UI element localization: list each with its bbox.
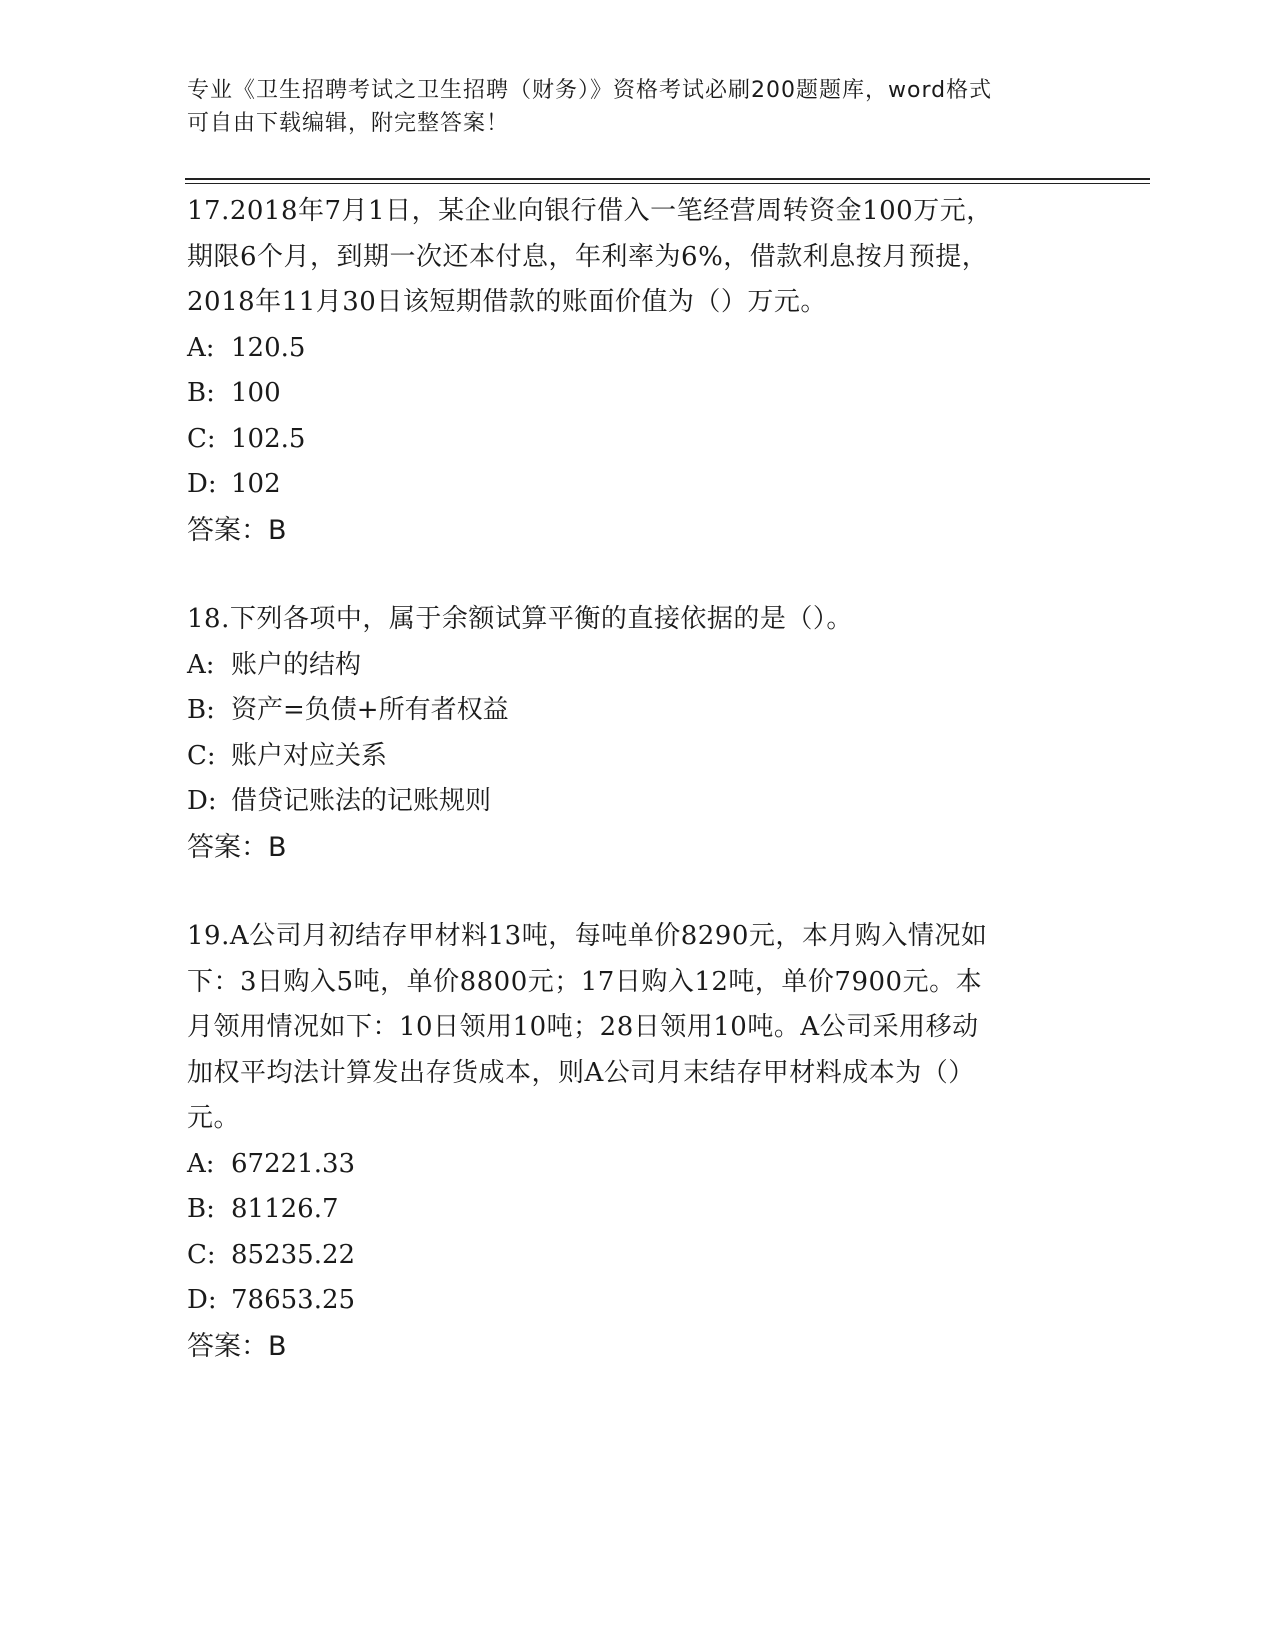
header-divider-thin: [185, 183, 1150, 184]
option-text: 81126.7: [231, 1194, 339, 1224]
document-header: [187, 74, 1067, 140]
option-letter: B:: [187, 1194, 215, 1224]
question-text-line: 2018年11月30日该短期借款的账面价值为（）万元。: [187, 287, 827, 317]
header-line-2: 可自由下载编辑，附完整答案！: [187, 111, 510, 136]
question-text-line: 17.2018年7月1日，某企业向银行借入一笔经营周转资金100万元，: [187, 196, 993, 226]
question-text-line: 18.下列各项中，属于余额试算平衡的直接依据的是（）。: [187, 604, 853, 634]
option-text: 78653.25: [231, 1285, 356, 1315]
option-b: [187, 371, 1087, 417]
option-letter: C:: [187, 740, 216, 771]
question-text-line: 19.A公司月初结存甲材料13吨，每吨单价8290元，本月购入情况如: [187, 921, 988, 951]
question-text-line: 月领用情况如下：10日领用10吨；28日领用10吨。A公司采用移动: [187, 1012, 979, 1042]
option-letter: C:: [187, 1239, 216, 1270]
option-text: 账户的结构: [231, 649, 362, 680]
option-a: [187, 1142, 1087, 1188]
option-c: [187, 417, 1087, 463]
option-text: 102: [231, 469, 281, 499]
option-letter: B:: [187, 695, 215, 725]
question-17: [187, 189, 1087, 553]
question-text-line: 元。: [187, 1103, 241, 1133]
header-divider-thick: [185, 178, 1150, 180]
answer-line: 答案：B: [187, 514, 287, 546]
option-letter: B:: [187, 378, 215, 408]
question-text-line: 加权平均法计算发出存货成本，则A公司月末结存甲材料成本为（）: [187, 1057, 975, 1088]
option-c: [187, 734, 1087, 780]
option-letter: A:: [187, 332, 215, 363]
option-b: [187, 688, 1087, 734]
option-d: [187, 1278, 1087, 1324]
option-d: [187, 779, 1087, 825]
option-c: [187, 1233, 1087, 1279]
question-19: [187, 914, 1087, 1369]
answer-line: 答案：B: [187, 1330, 287, 1362]
option-text: 85235.22: [231, 1239, 356, 1270]
question-18: [187, 597, 1087, 870]
question-text-line: 下：3日购入5吨，单价8800元；17日购入12吨，单价7900元。本: [187, 966, 983, 997]
option-text: 100: [231, 378, 281, 408]
option-text: 120.5: [231, 332, 306, 363]
option-text: 资产=负债+所有者权益: [231, 695, 509, 725]
question-list: [187, 189, 1087, 1413]
option-text: 借贷记账法的记账规则: [231, 786, 492, 816]
option-letter: C:: [187, 423, 216, 454]
option-letter: A:: [187, 1148, 215, 1179]
option-d: [187, 462, 1087, 508]
option-letter: A:: [187, 649, 215, 680]
option-text: 账户对应关系: [231, 740, 388, 771]
option-letter: D:: [187, 786, 217, 816]
answer-line: 答案：B: [187, 831, 287, 863]
option-text: 102.5: [231, 423, 306, 454]
header-line-1: 专业《卫生招聘考试之卫生招聘（财务）》资格考试必刷200题题库，word格式: [187, 78, 993, 103]
question-text-line: 期限6个月，到期一次还本付息，年利率为6%，借款利息按月预提，: [187, 241, 989, 272]
option-letter: D:: [187, 469, 217, 499]
option-a: [187, 643, 1087, 689]
option-text: 67221.33: [231, 1148, 356, 1179]
option-a: [187, 326, 1087, 372]
option-b: [187, 1187, 1087, 1233]
option-letter: D:: [187, 1285, 217, 1315]
